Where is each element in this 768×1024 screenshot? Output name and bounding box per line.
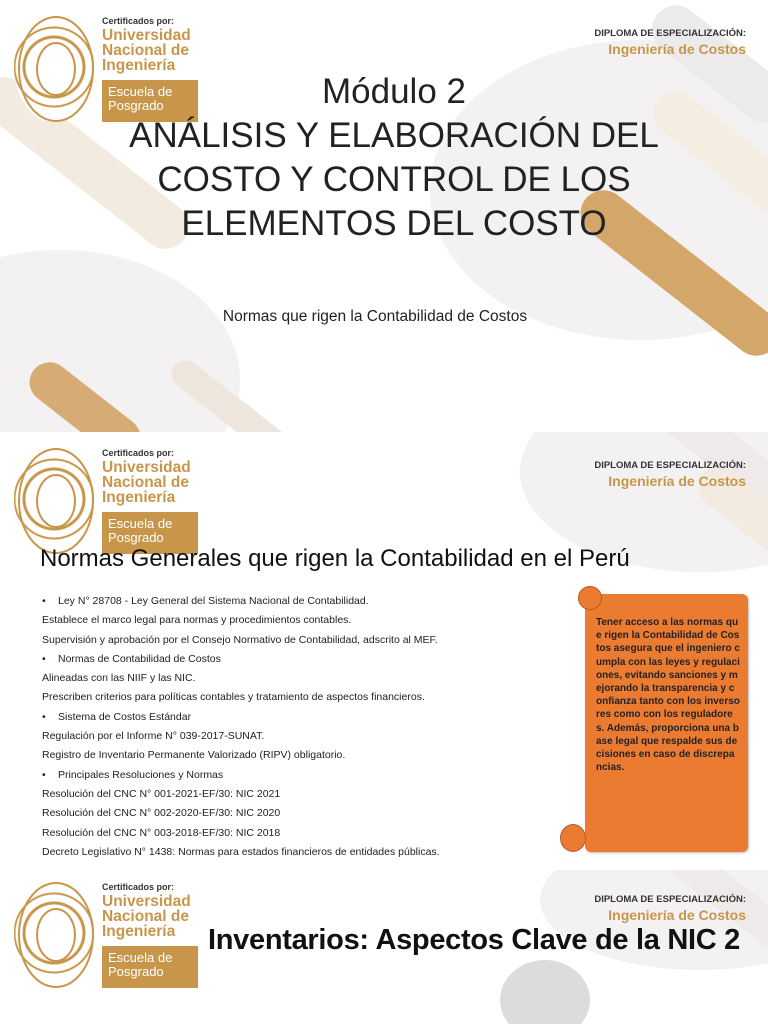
list-bullet-item: • Ley N° 28708 - Ley General del Sistema Nacional de Contabilidad. [42,592,562,611]
slide-1 [0,0,768,432]
school-badge: Escuela de Posgrado [102,946,198,988]
slide-3 [0,870,768,1024]
list-item: Supervisión y aprobación por el Consejo Normativo de Contabilidad, adscrito al MEF. [42,633,438,646]
list-item: Resolución del CNC N° 002-2020-EF/30: NIC 2020 [42,807,281,820]
university-name: Universidad Nacional de Ingeniería [102,459,191,506]
university-name: Universidad Nacional de Ingeniería [102,893,191,940]
scroll-curl-decoration [578,586,602,610]
diploma-heading: DIPLOMA DE ESPECIALIZACIÓN: Ingeniería de Costos [594,460,746,489]
slide-title: Normas Generales que rigen la Contabilidad en el Perú [40,545,630,572]
university-logo [14,878,194,1004]
list-bullet-item: • Sistema de Costos Estándar [42,708,562,727]
note-text: Tener acceso a las normas que rigen la Contabilidad de Costos asegura que el ingeniero cumpla con las leyes y regulaciones, evitando sanciones y mejorando la transparencia y confianza tanto con los inversores como con los reguladores. Además, proporciona una base legal que respalde sus decisiones en caso de discrepancias. [596,617,740,774]
list-item: Prescriben criterios para políticas contables y tratamiento de aspectos financieros. [42,691,425,704]
list-item: Regulación por el Informe N° 039-2017-SUNAT. [42,730,265,743]
school-badge: Escuela de Posgrado [102,512,198,554]
diploma-heading: DIPLOMA DE ESPECIALIZACIÓN: Ingeniería de Costos [594,28,746,57]
scroll-curl-decoration [560,824,586,852]
list-item: Establece el marco legal para normas y procedimientos contables. [42,614,352,627]
decorative-shape [500,960,590,1024]
university-name: Universidad Nacional de Ingeniería [102,27,191,74]
diploma-heading: DIPLOMA DE ESPECIALIZACIÓN: Ingeniería de Costos [594,894,746,923]
list-item: Decreto Legislativo N° 1438: Normas para estados financieros de entidades públicas. [42,845,440,858]
slide-title: Inventarios: Aspectos Clave de la NIC 2 [208,924,740,956]
slide-subtitle: Normas que rigen la Contabilidad de Costos [222,308,528,325]
certified-by-label: Certificados por: [102,882,175,892]
list-item: Resolución del CNC N° 001-2021-EF/30: NIC 2021 [42,787,281,800]
list-item: Alineadas con las NIIF y las NIC. [42,672,196,685]
list-bullet-item: • Normas de Contabilidad de Costos [42,650,562,669]
list-item: Resolución del CNC N° 003-2018-EF/30: NIC 2018 [42,826,281,839]
school-badge: Escuela de Posgrado [102,80,198,122]
list-item: Registro de Inventario Permanente Valorizado (RIPV) obligatorio. [42,749,346,762]
slide-2 [0,432,768,870]
certified-by-label: Certificados por: [102,448,175,458]
norms-list [42,592,562,862]
list-bullet-item: • Principales Resoluciones y Normas [42,766,562,785]
certified-by-label: Certificados por: [102,16,175,26]
slide-title: Módulo 2 ANÁLISIS Y ELABORACIÓN DEL COSTO Y CONTROL DE LOS ELEMENTOS DEL COSTO [129,72,659,243]
